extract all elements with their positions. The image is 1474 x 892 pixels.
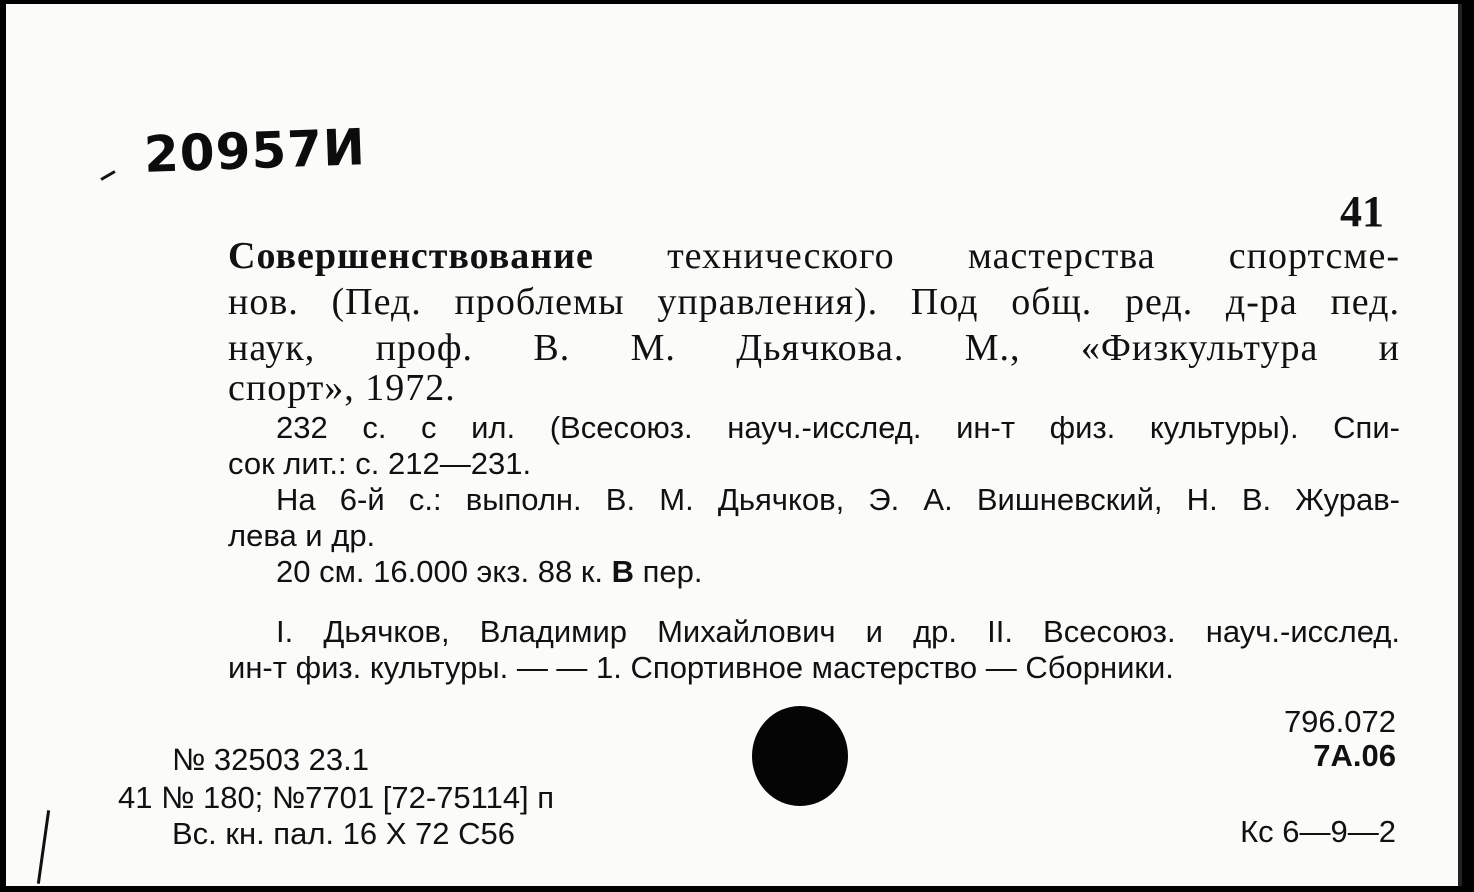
binding-tail: пер. <box>634 554 703 589</box>
registration-number: № 32503 23.1 <box>172 742 370 777</box>
title-line-text: спорт», 1972. <box>228 367 456 409</box>
title-bold-word: Совершенствование <box>228 235 594 277</box>
description-line-1: 232 с. с ил. (Всесоюз. науч.-исслед. ин-т физ. культуры). Спи- <box>276 410 1400 445</box>
pen-tick-mark <box>100 170 115 181</box>
description-line-4: лева и др. <box>228 518 376 553</box>
title-line-text: нов. (Пед. проблемы управления). Под общ. ред. д-ра пед. <box>228 281 1400 323</box>
pen-stroke-mark <box>37 810 50 884</box>
card-numbers: 41 № 180; №7701 [72-75114] п <box>118 780 555 815</box>
title-line-1 <box>228 232 1400 280</box>
subjects-line-1: I. Дьячков, Владимир Михайлович и др. II. Всесоюз. науч.-исслед. <box>276 614 1400 649</box>
catalog-card <box>6 4 1462 886</box>
description-line-5 <box>276 554 1400 590</box>
punch-hole <box>752 706 848 806</box>
udc-code: 796.072 <box>1283 704 1396 739</box>
subjects-line-2: ин-т физ. культуры. — — 1. Спортивное мастерство — Сборники. <box>228 650 1174 685</box>
chamber-imprint: Вс. кн. пал. 16 Х 72 С56 <box>172 816 515 851</box>
title-line-2 <box>228 278 1400 326</box>
bbk-code: 7А.06 <box>1313 738 1396 773</box>
title-line-text: технического мастерства спортсме- <box>593 235 1400 277</box>
format-text: 20 см. 16.000 экз. 88 к. <box>276 554 612 589</box>
handwritten-inventory-number: 20957И <box>143 118 367 184</box>
shelf-number: 41 <box>1340 187 1384 236</box>
description-line-2: сок лит.: с. 212—231. <box>228 446 532 481</box>
price-code: Кс 6—9—2 <box>1240 814 1396 849</box>
description-line-3: На 6-й с.: выполн. В. М. Дьячков, Э. А. Вишневский, Н. В. Журав- <box>276 482 1400 517</box>
title-line-text: наук, проф. В. М. Дьячкова. М., «Физкультура и <box>228 327 1400 369</box>
binding-letter: В <box>611 554 635 589</box>
title-line-4 <box>228 364 1400 412</box>
